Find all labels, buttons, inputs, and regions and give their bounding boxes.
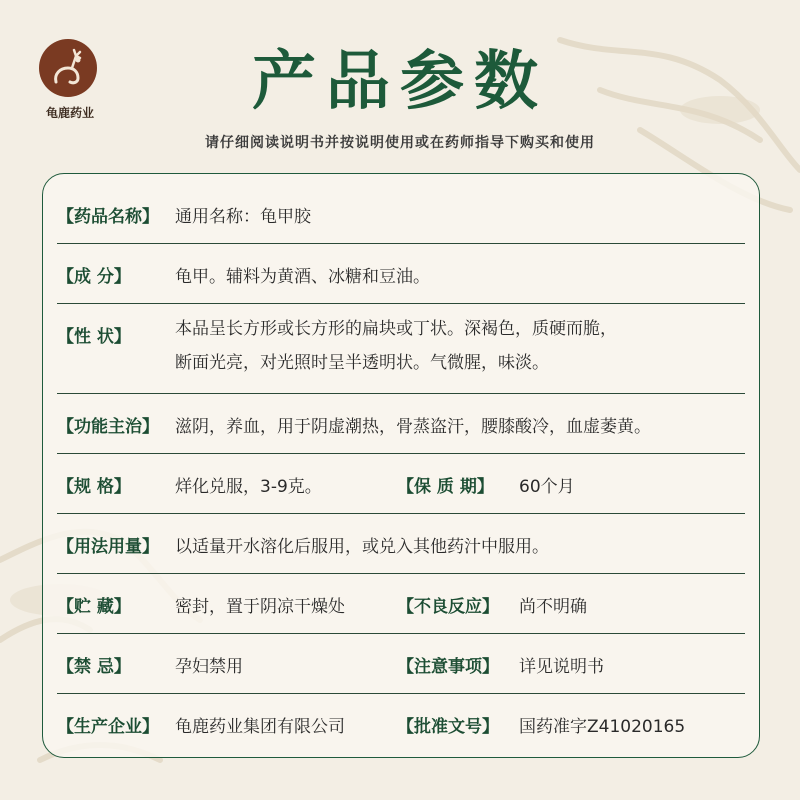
param-value: 以适量开水溶化后服用，或兑入其他药汁中服用。 bbox=[175, 536, 549, 557]
param-row-storage bbox=[57, 574, 745, 634]
param-value: 密封，置于阴凉干燥处 bbox=[175, 596, 345, 617]
param-value: 滋阴，养血，用于阴虚潮热，骨蒸盗汗，腰膝酸冷，血虚萎黄。 bbox=[175, 416, 651, 437]
param-label: 【不良反应】 bbox=[397, 596, 499, 617]
param-row-properties bbox=[57, 304, 745, 394]
param-value bbox=[175, 312, 617, 380]
parameters-card bbox=[42, 173, 760, 758]
page-title: 产品参数 bbox=[252, 44, 548, 119]
param-value: 烊化兑服，3-9克。 bbox=[175, 476, 322, 497]
param-value-line: 本品呈长方形或长方形的扁块或丁状。深褐色，质硬而脆， bbox=[175, 319, 617, 339]
param-value: 详见说明书 bbox=[519, 656, 604, 677]
param-label: 【保 质 期】 bbox=[397, 476, 494, 497]
param-value-line: 断面光亮，对光照时呈半透明状。气微腥，味淡。 bbox=[175, 353, 549, 373]
param-row-manufacturer bbox=[57, 694, 745, 754]
param-value: 尚不明确 bbox=[519, 596, 587, 617]
param-label: 【功能主治】 bbox=[57, 416, 159, 437]
param-label: 【注意事项】 bbox=[397, 656, 499, 677]
param-label: 【贮 藏】 bbox=[57, 596, 131, 617]
page-subtitle: 请仔细阅读说明书并按说明使用或在药师指导下购买和使用 bbox=[205, 135, 595, 151]
param-label: 【生产企业】 bbox=[57, 716, 159, 737]
param-row-function bbox=[57, 394, 745, 454]
brand-name: 龟鹿药业 bbox=[45, 106, 94, 120]
param-row-usage bbox=[57, 514, 745, 574]
param-value: 龟甲。辅料为黄酒、冰糖和豆油。 bbox=[175, 266, 430, 287]
param-value: 孕妇禁用 bbox=[175, 656, 243, 677]
param-label: 【批准文号】 bbox=[397, 716, 499, 737]
param-label: 【规 格】 bbox=[57, 476, 131, 497]
param-row-name bbox=[57, 184, 745, 244]
param-row-spec bbox=[57, 454, 745, 514]
param-label: 【用法用量】 bbox=[57, 536, 159, 557]
param-row-ingredients bbox=[57, 244, 745, 304]
param-value: 国药准字Z41020165 bbox=[519, 716, 686, 737]
param-label: 【禁 忌】 bbox=[57, 656, 131, 677]
param-label: 【药品名称】 bbox=[57, 206, 159, 227]
param-value: 60个月 bbox=[519, 476, 575, 497]
param-label: 【性 状】 bbox=[57, 326, 131, 347]
param-label: 【成 分】 bbox=[57, 266, 131, 287]
param-row-contraindications bbox=[57, 634, 745, 694]
param-value: 通用名称：龟甲胶 bbox=[175, 206, 311, 227]
param-value: 龟鹿药业集团有限公司 bbox=[175, 716, 345, 737]
